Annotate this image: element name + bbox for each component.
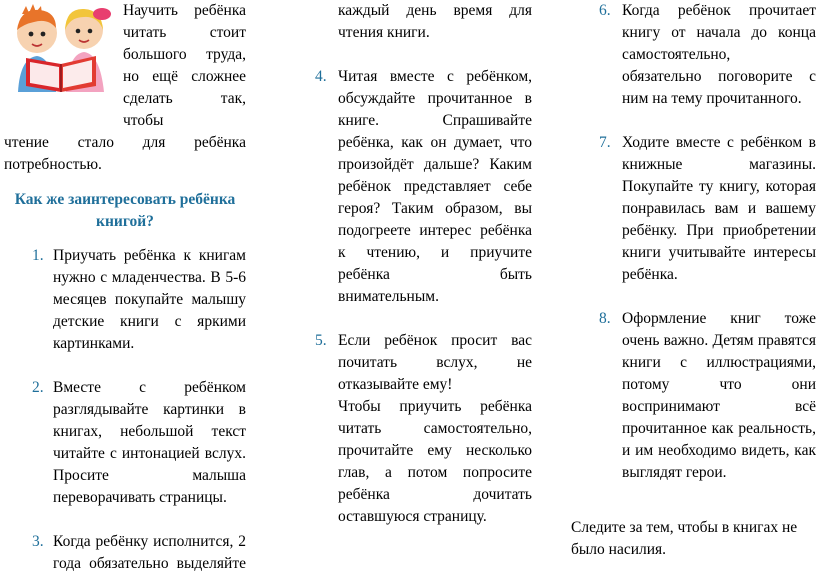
- list-item-7: [571, 132, 816, 286]
- item-line: книги учитывайте интересы: [622, 244, 816, 261]
- item-line: книгах, небольшой текст: [53, 423, 246, 440]
- list-item-5: [315, 330, 532, 528]
- item-line: понравилась вам и вашему: [622, 200, 816, 217]
- intro-text-full: [4, 132, 246, 154]
- item-line: обсуждайте прочитанное в: [338, 90, 532, 107]
- item-line: выглядят герои.: [622, 464, 727, 481]
- item-line: книгу от начала до конца: [622, 24, 816, 41]
- closing-line: Следите за тем, чтобы в книгах не: [571, 519, 798, 536]
- list-number: 6.: [599, 2, 611, 19]
- closing-line: было насилия.: [571, 541, 667, 558]
- item-line: ребёнка.: [622, 266, 678, 283]
- item-line: и им необходимо видеть, как: [622, 442, 816, 459]
- item-line: очень важно. Детям правятся: [622, 332, 816, 349]
- item-line: потому что они: [622, 376, 816, 393]
- item-line: месяцев покупайте малышу: [53, 291, 246, 308]
- item-line: разглядывайте картинки в: [53, 401, 246, 418]
- item-line: почитать вслух, не: [338, 354, 532, 371]
- item-line: книжные магазины.: [622, 156, 816, 173]
- intro-line: Научить ребёнка: [123, 2, 246, 19]
- intro-line: читать стоит: [123, 24, 246, 41]
- item-line: Оформление книг тоже: [622, 310, 816, 327]
- item-line: произойдёт дальше? Каким: [338, 156, 532, 173]
- item-line: года обязательно выделяйте: [53, 555, 246, 572]
- closing-note: [571, 517, 816, 561]
- item-line: переворачивать страницы.: [53, 489, 227, 506]
- intro-line: сделать так, чтобы: [123, 90, 246, 129]
- list-number: 3.: [32, 533, 44, 550]
- list-number: 2.: [32, 379, 44, 396]
- item-line: Если ребёнок просит вас: [338, 332, 532, 349]
- intro-line: большого труда,: [123, 46, 246, 63]
- item-line: картинками.: [53, 335, 135, 352]
- item-line: Когда ребёнку исполнится, 2: [53, 533, 246, 550]
- list-number: 4.: [315, 68, 327, 85]
- item-line: ребёнка, как он думает, что: [338, 134, 532, 151]
- children-reading-book-icon: [4, 0, 120, 92]
- item-line: к чтению, и приучите: [338, 244, 532, 261]
- list-number: 7.: [599, 134, 611, 151]
- item-line: оставшуюся страницу.: [338, 508, 487, 525]
- intro-line: потребностью.: [4, 156, 102, 173]
- list-item-4: [315, 66, 532, 308]
- intro-text-end: [4, 154, 246, 176]
- item-line: самостоятельно,: [622, 46, 731, 63]
- item-line: ребёнок представляет себе: [338, 178, 532, 195]
- item-line: Приучать ребёнка к книгам: [53, 247, 246, 264]
- item-line: чтения книги.: [338, 24, 430, 41]
- item-line: прочитайте ему несколько: [338, 442, 532, 459]
- item-line: воспринимают всё: [622, 398, 816, 415]
- item-line: Вместе с ребёнком: [53, 379, 246, 396]
- item-line: читать самостоятельно,: [338, 420, 532, 437]
- item-line: подогреете интерес ребёнка: [338, 222, 532, 239]
- item-line: героя? Таким образом, вы: [338, 200, 532, 217]
- item-line: глав, а потом попросите: [338, 464, 532, 481]
- list-item-3-continued-end: [320, 22, 532, 44]
- list-item-8: [571, 308, 816, 484]
- item-line: ребёнку. При приобретении: [622, 222, 816, 239]
- item-line: Когда ребёнок прочитает: [622, 2, 816, 19]
- item-line: ним на тему прочитанного.: [622, 90, 802, 107]
- item-line: Покупайте ту книгу, которая: [622, 178, 816, 195]
- column-3: [571, 0, 816, 561]
- heading-line: книгой?: [96, 213, 154, 230]
- intro-line: чтение стало для ребёнка: [4, 134, 246, 151]
- item-line: нужно с младенчества. В 5-6: [53, 269, 246, 286]
- item-line: Просите малыша: [53, 467, 246, 484]
- item-line: ребёнка быть: [338, 266, 532, 283]
- item-line: внимательным.: [338, 288, 439, 305]
- item-line: прочитанное как реальность,: [622, 420, 816, 437]
- list-number: 5.: [315, 332, 327, 349]
- list-item-3-continued: [320, 0, 532, 22]
- heading-line: Как же заинтересовать ребёнка: [14, 191, 236, 208]
- item-line: обязательно поговорите с: [622, 68, 816, 85]
- item-line: книги с иллюстрациями,: [622, 354, 816, 371]
- item-line: Чтобы приучить ребёнка: [338, 398, 532, 415]
- item-line: каждый день время для: [338, 2, 532, 19]
- column-1: [4, 0, 246, 575]
- list-number: 8.: [599, 310, 611, 327]
- list-item-2: [4, 377, 246, 509]
- item-line: ребёнка дочитать: [338, 486, 532, 503]
- intro-line: но ещё сложнее: [123, 68, 246, 85]
- section-heading: [4, 189, 246, 233]
- list-item-1: [4, 245, 246, 355]
- item-line: отказывайте ему!: [338, 376, 453, 393]
- item-line: Читая вместе с ребёнком,: [338, 68, 532, 85]
- list-number: 1.: [32, 247, 44, 264]
- list-item-3: [4, 531, 246, 575]
- item-line: читайте с интонацией вслух.: [53, 445, 246, 462]
- intro-text: [123, 0, 246, 132]
- item-line: детские книги с яркими: [53, 313, 246, 330]
- item-line: книге. Спрашивайте: [338, 112, 532, 129]
- list-item-6: [571, 0, 816, 110]
- item-line: Ходите вместе с ребёнком в: [622, 134, 816, 151]
- column-2: [315, 0, 532, 528]
